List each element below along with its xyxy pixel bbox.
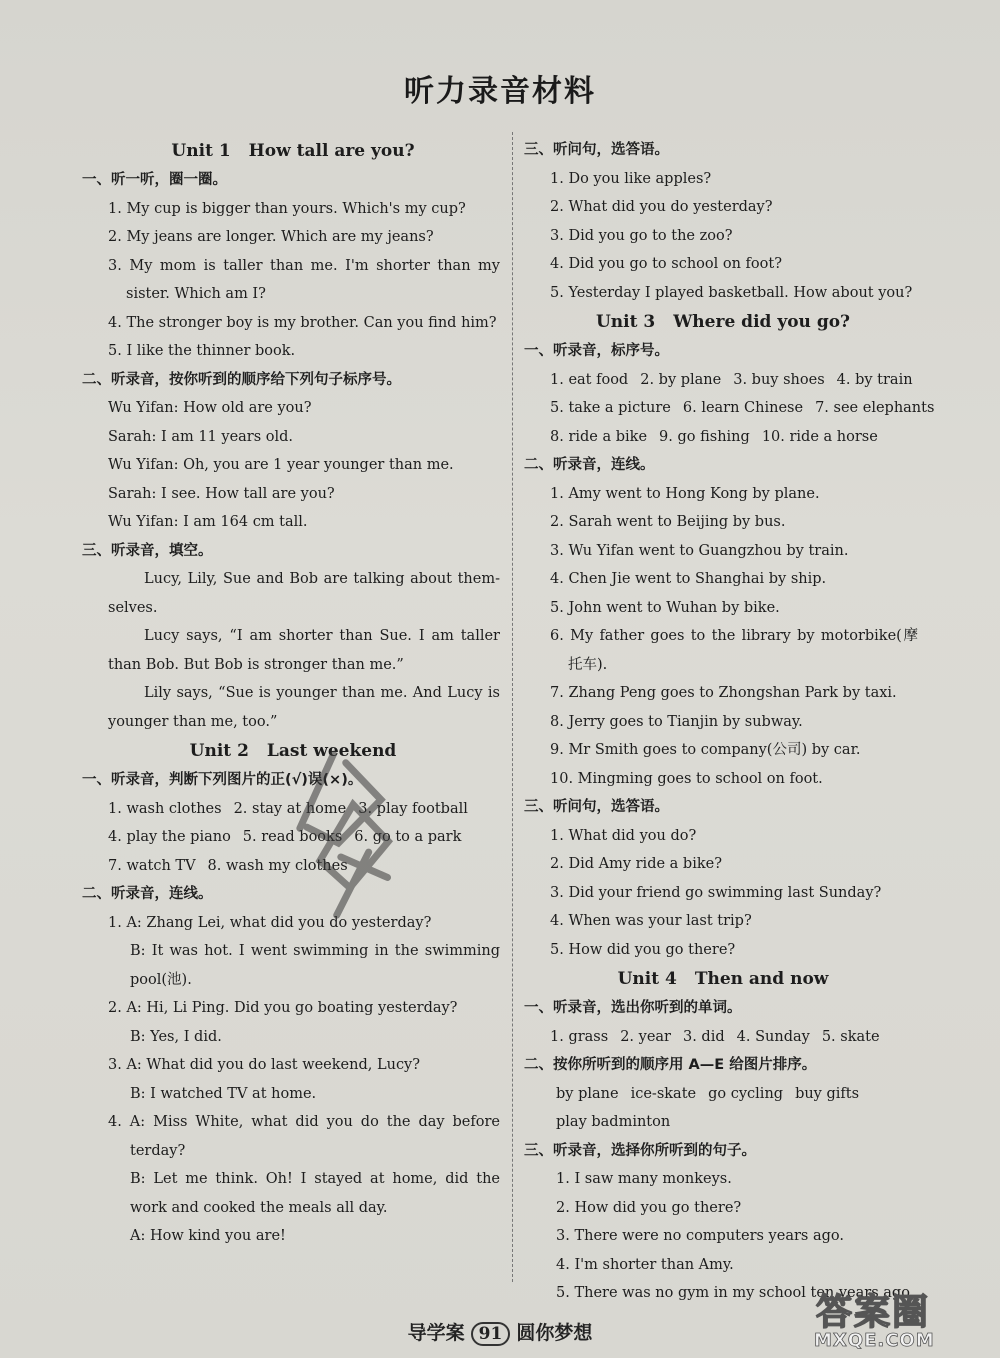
unit2-question: 4. Did you go to school on foot? bbox=[550, 256, 782, 272]
unit3-phrase: 2. by plane bbox=[640, 371, 722, 388]
watermark-stamp bbox=[242, 732, 435, 932]
unit3-sentence: 3. Wu Yifan went to Guangzhou by train. bbox=[550, 542, 849, 559]
unit2-section2-heading: 二、听录音，连线。 bbox=[82, 886, 213, 902]
unit1-passage-line: than Bob. But Bob is stronger than me.” bbox=[108, 656, 404, 673]
unit4-sentence: 4. I'm shorter than Amy. bbox=[556, 1256, 734, 1273]
unit2-dialogue-line: pool(池). bbox=[130, 971, 192, 988]
unit3-section1-heading: 一、听录音，标序号。 bbox=[524, 343, 669, 359]
unit4-phrase-row bbox=[528, 1080, 918, 1109]
unit2-question: 3. Did you go to the zoo? bbox=[550, 227, 733, 244]
unit4-sentence: 2. How did you go there? bbox=[556, 1199, 742, 1216]
unit1-s1-line: 5. I like the thinner book. bbox=[108, 343, 296, 359]
unit2-dialogue-line: B: Yes, I did. bbox=[130, 1028, 222, 1045]
unit2-picture-item: 6. go to a park bbox=[354, 829, 462, 845]
unit4-word: 2. year bbox=[620, 1028, 671, 1045]
unit3-number: Unit 3 bbox=[595, 312, 656, 332]
unit4-title: Then and now bbox=[694, 969, 829, 989]
right-column bbox=[524, 136, 935, 1308]
unit2-dialogue-line: B: It was hot. I went swimming in the swimming bbox=[130, 943, 500, 959]
unit4-phrase: ice-skate bbox=[630, 1085, 697, 1102]
unit3-phrase-row bbox=[528, 423, 918, 452]
unit4-section1-heading: 一、听录音，选出你听到的单词。 bbox=[524, 1000, 742, 1016]
unit3-sentence: 4. Chen Jie went to Shanghai by ship. bbox=[550, 571, 827, 587]
unit1-heading bbox=[86, 136, 500, 166]
unit1-dialogue-line: Wu Yifan: Oh, you are 1 year younger than me. bbox=[108, 457, 454, 473]
unit3-section2-heading: 二、听录音，连线。 bbox=[524, 457, 655, 473]
unit3-sentence: 5. John went to Wuhan by bike. bbox=[550, 599, 780, 616]
footer-left: 导学案 bbox=[407, 1322, 465, 1344]
unit3-question: 2. Did Amy ride a bike? bbox=[550, 856, 722, 872]
unit3-phrase-row bbox=[528, 394, 935, 423]
unit2-section1-heading: 一、听录音，判断下列图片的正(√)误(×)。 bbox=[82, 772, 363, 788]
unit2-picture-item: 3. play football bbox=[358, 800, 468, 817]
unit3-question: 4. When was your last trip? bbox=[550, 913, 752, 929]
unit3-sentence: 9. Mr Smith goes to company(公司) by car. bbox=[550, 742, 861, 758]
unit3-phrase: 10. ride a horse bbox=[761, 428, 878, 445]
unit1-number: Unit 1 bbox=[171, 141, 231, 161]
unit2-title: Last weekend bbox=[266, 741, 397, 761]
column-divider bbox=[512, 132, 513, 1282]
unit1-s1-line: 3. My mom is taller than me. I'm shorter than my bbox=[108, 257, 500, 274]
unit3-phrase: 5. take a picture bbox=[550, 400, 671, 416]
unit1-passage-line: Lucy, Lily, Sue and Bob are talking about them- bbox=[144, 571, 500, 587]
unit2-question: 1. Do you like apples? bbox=[550, 170, 712, 187]
unit3-section3-heading: 三、听问句，选答语。 bbox=[524, 799, 669, 815]
unit3-phrase: 1. eat food bbox=[550, 371, 629, 388]
unit2-picture-item: 7. watch TV bbox=[108, 857, 196, 874]
unit3-title: Where did you go? bbox=[673, 312, 851, 332]
unit1-passage-line: Lucy says, “I am shorter than Sue. I am taller bbox=[144, 628, 500, 644]
unit2-dialogue-line: 3. A: What did you do last weekend, Lucy? bbox=[108, 1057, 421, 1073]
unit3-phrase: 6. learn Chinese bbox=[682, 400, 804, 416]
unit4-phrase: by plane bbox=[556, 1085, 619, 1102]
unit3-sentence: 2. Sarah went to Beijing by bus. bbox=[550, 514, 786, 530]
unit2-dialogue-line: A: How kind you are! bbox=[130, 1228, 286, 1244]
unit1-section2-heading: 二、听录音，按你听到的顺序给下列句子标序号。 bbox=[82, 371, 401, 388]
unit2-dialogue-line: B: Let me think. Oh! I stayed at home, did the bbox=[130, 1171, 500, 1187]
unit2-dialogue-line: B: I watched TV at home. bbox=[130, 1085, 317, 1102]
unit2-dialogue-line: terday? bbox=[130, 1142, 186, 1159]
unit2-dialogue-line: 4. A: Miss White, what did you do the day before bbox=[108, 1114, 500, 1130]
unit4-sentence: 5. There was no gym in my school ten years ago. bbox=[556, 1285, 915, 1301]
unit4-phrase: play badminton bbox=[556, 1114, 671, 1130]
unit1-title: How tall are you? bbox=[248, 141, 415, 161]
unit2-number: Unit 2 bbox=[189, 741, 249, 761]
unit3-heading bbox=[528, 307, 918, 337]
page-footer bbox=[0, 1318, 1000, 1346]
unit2-picture-item: 2. stay at home bbox=[233, 800, 347, 817]
unit3-phrase: 3. buy shoes bbox=[733, 371, 825, 388]
unit4-phrase: go cycling bbox=[708, 1085, 784, 1102]
unit3-sentence: 6. My father goes to the library by motorbike(摩 bbox=[550, 628, 918, 644]
unit4-heading bbox=[528, 964, 918, 994]
unit4-word: 1. grass bbox=[550, 1028, 609, 1045]
unit2-question: 5. Yesterday I played basketball. How about you? bbox=[550, 284, 913, 301]
unit2-section3-heading: 三、听问句，选答语。 bbox=[524, 142, 669, 158]
unit3-phrase: 7. see elephants bbox=[815, 400, 935, 416]
unit4-section3-heading: 三、听录音，选择你所听到的句子。 bbox=[524, 1142, 756, 1159]
unit3-phrase: 9. go fishing bbox=[659, 428, 750, 445]
unit2-picture-item: 8. wash my clothes bbox=[207, 857, 348, 874]
unit2-picture-item: 5. read books bbox=[242, 829, 343, 845]
unit4-sentence: 3. There were no computers years ago. bbox=[556, 1228, 844, 1244]
unit1-dialogue-line: Sarah: I am 11 years old. bbox=[108, 428, 294, 445]
footer-right: 圆你梦想 bbox=[516, 1322, 593, 1344]
unit2-question: 2. What did you do yesterday? bbox=[550, 199, 773, 215]
unit4-word: 5. skate bbox=[821, 1028, 880, 1045]
unit3-sentence: 1. Amy went to Hong Kong by plane. bbox=[550, 485, 820, 502]
unit4-phrase-row bbox=[528, 1108, 918, 1137]
unit1-s1-line: 2. My jeans are longer. Which are my jeans? bbox=[108, 229, 434, 245]
unit1-section1-heading: 一、听一听，圈一圈。 bbox=[82, 172, 227, 188]
logo-url: MXQE.COM bbox=[814, 1330, 935, 1351]
unit3-phrase-row bbox=[528, 366, 918, 395]
unit3-question: 5. How did you go there? bbox=[550, 941, 736, 958]
unit1-s1-line: sister. Which am I? bbox=[126, 286, 266, 302]
unit1-dialogue-line: Sarah: I see. How tall are you? bbox=[108, 485, 335, 502]
unit3-question: 1. What did you do? bbox=[550, 827, 697, 844]
unit1-passage-line: younger than me, too.” bbox=[108, 713, 278, 730]
unit2-picture-item: 4. play the piano bbox=[108, 829, 231, 845]
logo-text: 答案圈 bbox=[816, 1292, 931, 1333]
page-number: 91 bbox=[471, 1322, 511, 1346]
unit4-section2-heading: 二、按你所听到的顺序用 A—E 给图片排序。 bbox=[524, 1057, 817, 1073]
unit1-section3-heading: 三、听录音，填空。 bbox=[82, 542, 213, 559]
unit1-s1-line: 4. The stronger boy is my brother. Can you find him? bbox=[108, 314, 497, 331]
unit2-dialogue-line: work and cooked the meals all day. bbox=[130, 1199, 388, 1216]
unit1-s1-line: 1. My cup is bigger than yours. Which's my cup? bbox=[108, 200, 466, 217]
page-title: 听力录音材料 bbox=[404, 74, 596, 109]
left-column bbox=[82, 136, 500, 1251]
unit3-sentence: 8. Jerry goes to Tianjin by subway. bbox=[550, 713, 803, 730]
unit4-sentence: 1. I saw many monkeys. bbox=[556, 1171, 732, 1187]
unit2-picture-item: 1. wash clothes bbox=[108, 800, 222, 817]
unit3-sentence: 7. Zhang Peng goes to Zhongshan Park by taxi. bbox=[550, 685, 897, 701]
unit2-dialogue-line: 2. A: Hi, Li Ping. Did you go boating yesterday? bbox=[108, 1000, 458, 1016]
unit3-sentence: 托车). bbox=[568, 656, 608, 673]
unit1-dialogue-line: Wu Yifan: I am 164 cm tall. bbox=[108, 514, 308, 530]
unit3-phrase: 4. by train bbox=[836, 371, 913, 388]
unit2-dialogue-line: 1. A: Zhang Lei, what did you do yesterday? bbox=[108, 914, 432, 931]
unit1-passage-line: Lily says, “Sue is younger than me. And Lucy is bbox=[144, 685, 500, 701]
unit3-question: 3. Did your friend go swimming last Sunday? bbox=[550, 884, 882, 901]
unit4-word: 4. Sunday bbox=[736, 1028, 810, 1045]
unit4-phrase: buy gifts bbox=[795, 1085, 860, 1102]
unit3-phrase: 8. ride a bike bbox=[550, 428, 648, 445]
unit4-number: Unit 4 bbox=[617, 969, 677, 989]
unit4-word: 3. did bbox=[682, 1028, 725, 1045]
unit4-word-row bbox=[528, 1023, 918, 1052]
unit1-passage-line: selves. bbox=[108, 599, 158, 616]
unit3-sentence: 10. Mingming goes to school on foot. bbox=[550, 770, 823, 787]
unit1-dialogue-line: Wu Yifan: How old are you? bbox=[108, 400, 312, 416]
